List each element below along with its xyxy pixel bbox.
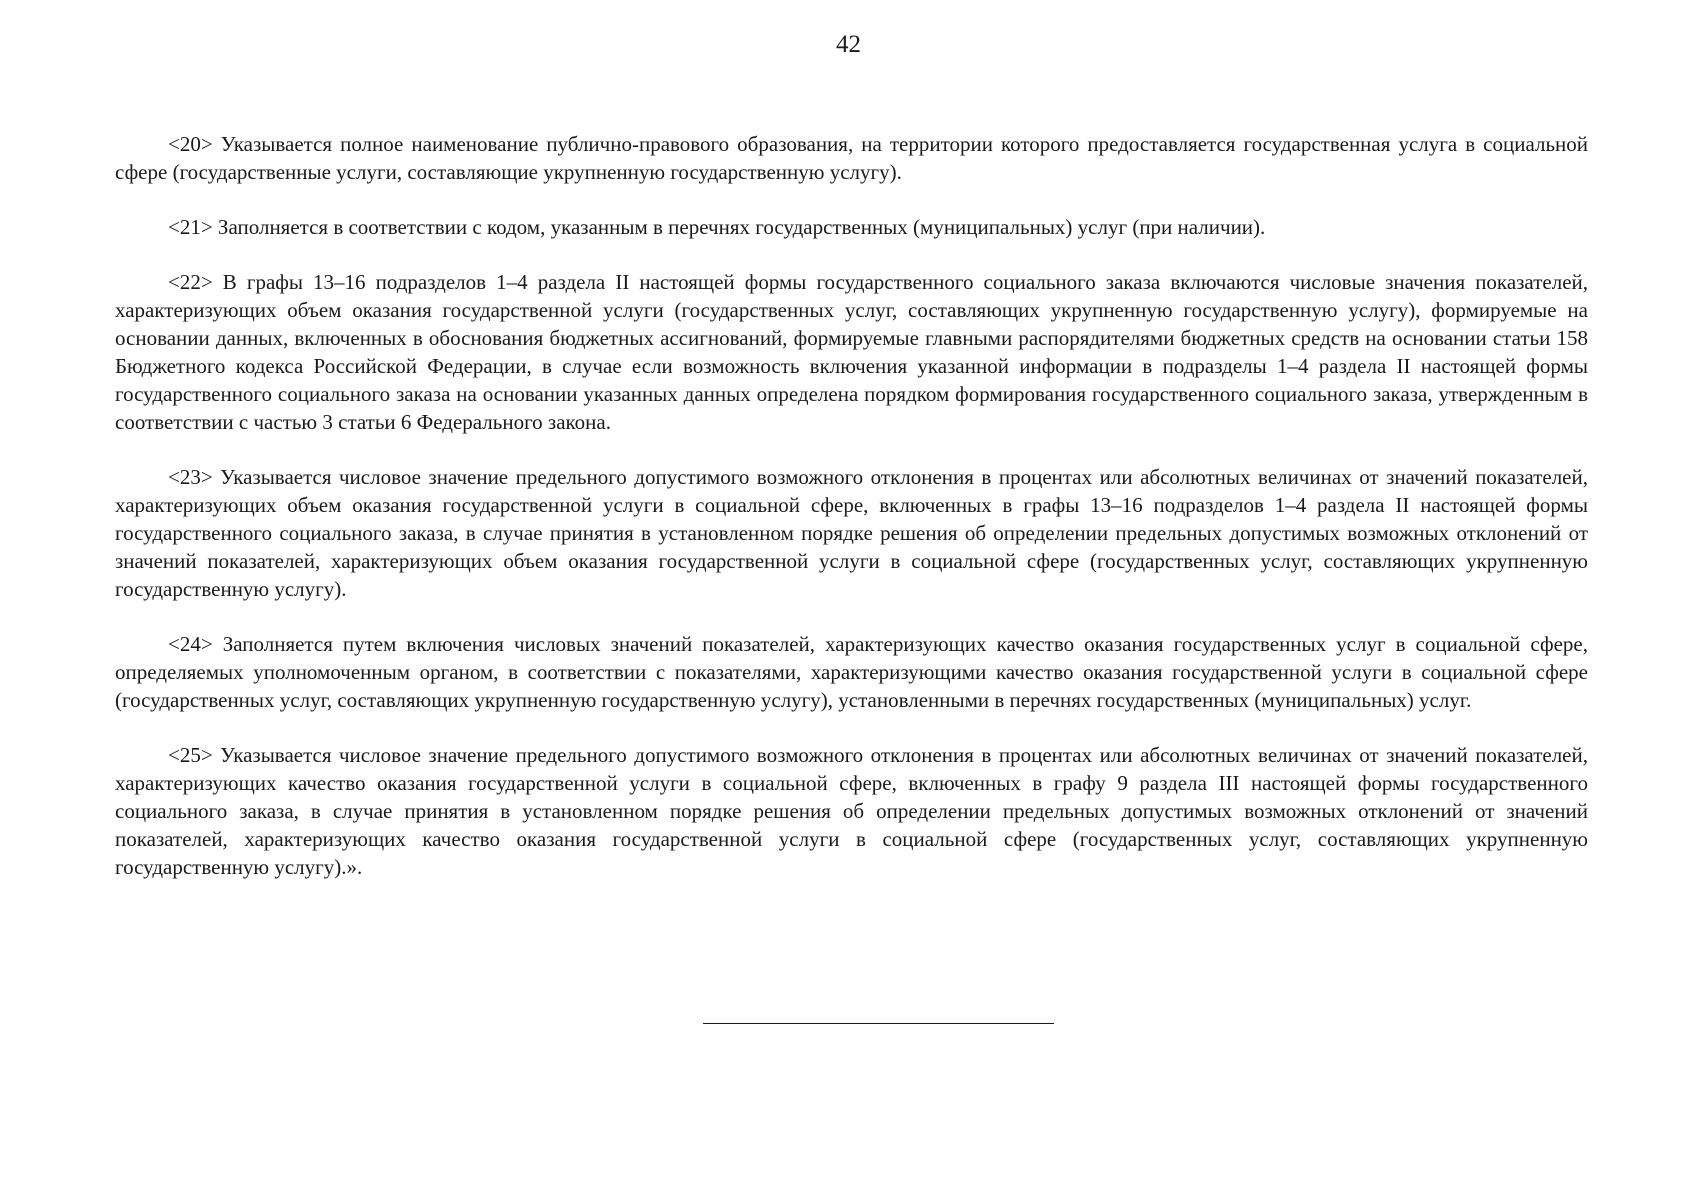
- footnote-24: <24> Заполняется путем включения числовых значений показателей, характеризующих качество оказания государственных услуг в социальной сфере, определяемых уполномоченным органом, в соответствии с показателями, характеризующими качество оказания государственной услуги в социальной сфере (государственных услуг, составляющих укрупненную государственную услугу), установленными в перечнях государственных (муниципальных) услуг.: [115, 632, 1588, 712]
- footnote-20: <20> Указывается полное наименование публично-правового образования, на территории которого предоставляется государственная услуга в социальной сфере (государственные услуги, составляющие укрупненную государственную услугу).: [115, 132, 1588, 184]
- footnote-23: <23> Указывается числовое значение предельного допустимого возможного отклонения в процентах или абсолютных величинах от значений показателей, характеризующих объем оказания государственной услуги в социальной сфере, включенных в графы 13–16 подразделов 1–4 раздела II настоящей формы государственного социального заказа, в случае принятия в установленном порядке решения об определении предельных допустимых возможных отклонений от значений показателей, характеризующих объем оказания государственной услуги в социальной сфере (государственных услуг, составляющих укрупненную государственную услугу).: [115, 465, 1588, 601]
- footnote-21: <21> Заполняется в соответствии с кодом, указанным в перечнях государственных (муниципальных) услуг (при наличии).: [168, 215, 1266, 239]
- footnotes-body: [115, 130, 1588, 908]
- end-of-document-rule: [703, 1023, 1054, 1024]
- footnote-22: <22> В графы 13–16 подразделов 1–4 раздела II настоящей формы государственного социального заказа включаются числовые значения показателей, характеризующих объем оказания государственной услуги (государственных услуг, составляющих укрупненную государственную услугу), формируемые на основании данных, включенных в обоснования бюджетных ассигнований, формируемые главными распорядителями бюджетных средств на основании статьи 158 Бюджетного кодекса Российской Федерации, в случае если возможность включения указанной информации в подразделы 1–4 раздела II настоящей формы государственного социального заказа на основании указанных данных определена порядком формирования государственного социального заказа, утвержденным в соответствии с частью 3 статьи 6 Федерального закона.: [115, 270, 1588, 434]
- page-number: 42: [836, 31, 861, 58]
- footnote-25: <25> Указывается числовое значение предельного допустимого возможного отклонения в процентах или абсолютных величинах от значений показателей, характеризующих качество оказания государственной услуги в социальной сфере, включенных в графу 9 раздела III настоящей формы государственного социального заказа, в случае принятия в установленном порядке решения об определении предельных допустимых возможных отклонений от значений показателей, характеризующих качество оказания государственной услуги в социальной сфере (государственных услуг, составляющих укрупненную государственную услугу).».: [115, 743, 1588, 879]
